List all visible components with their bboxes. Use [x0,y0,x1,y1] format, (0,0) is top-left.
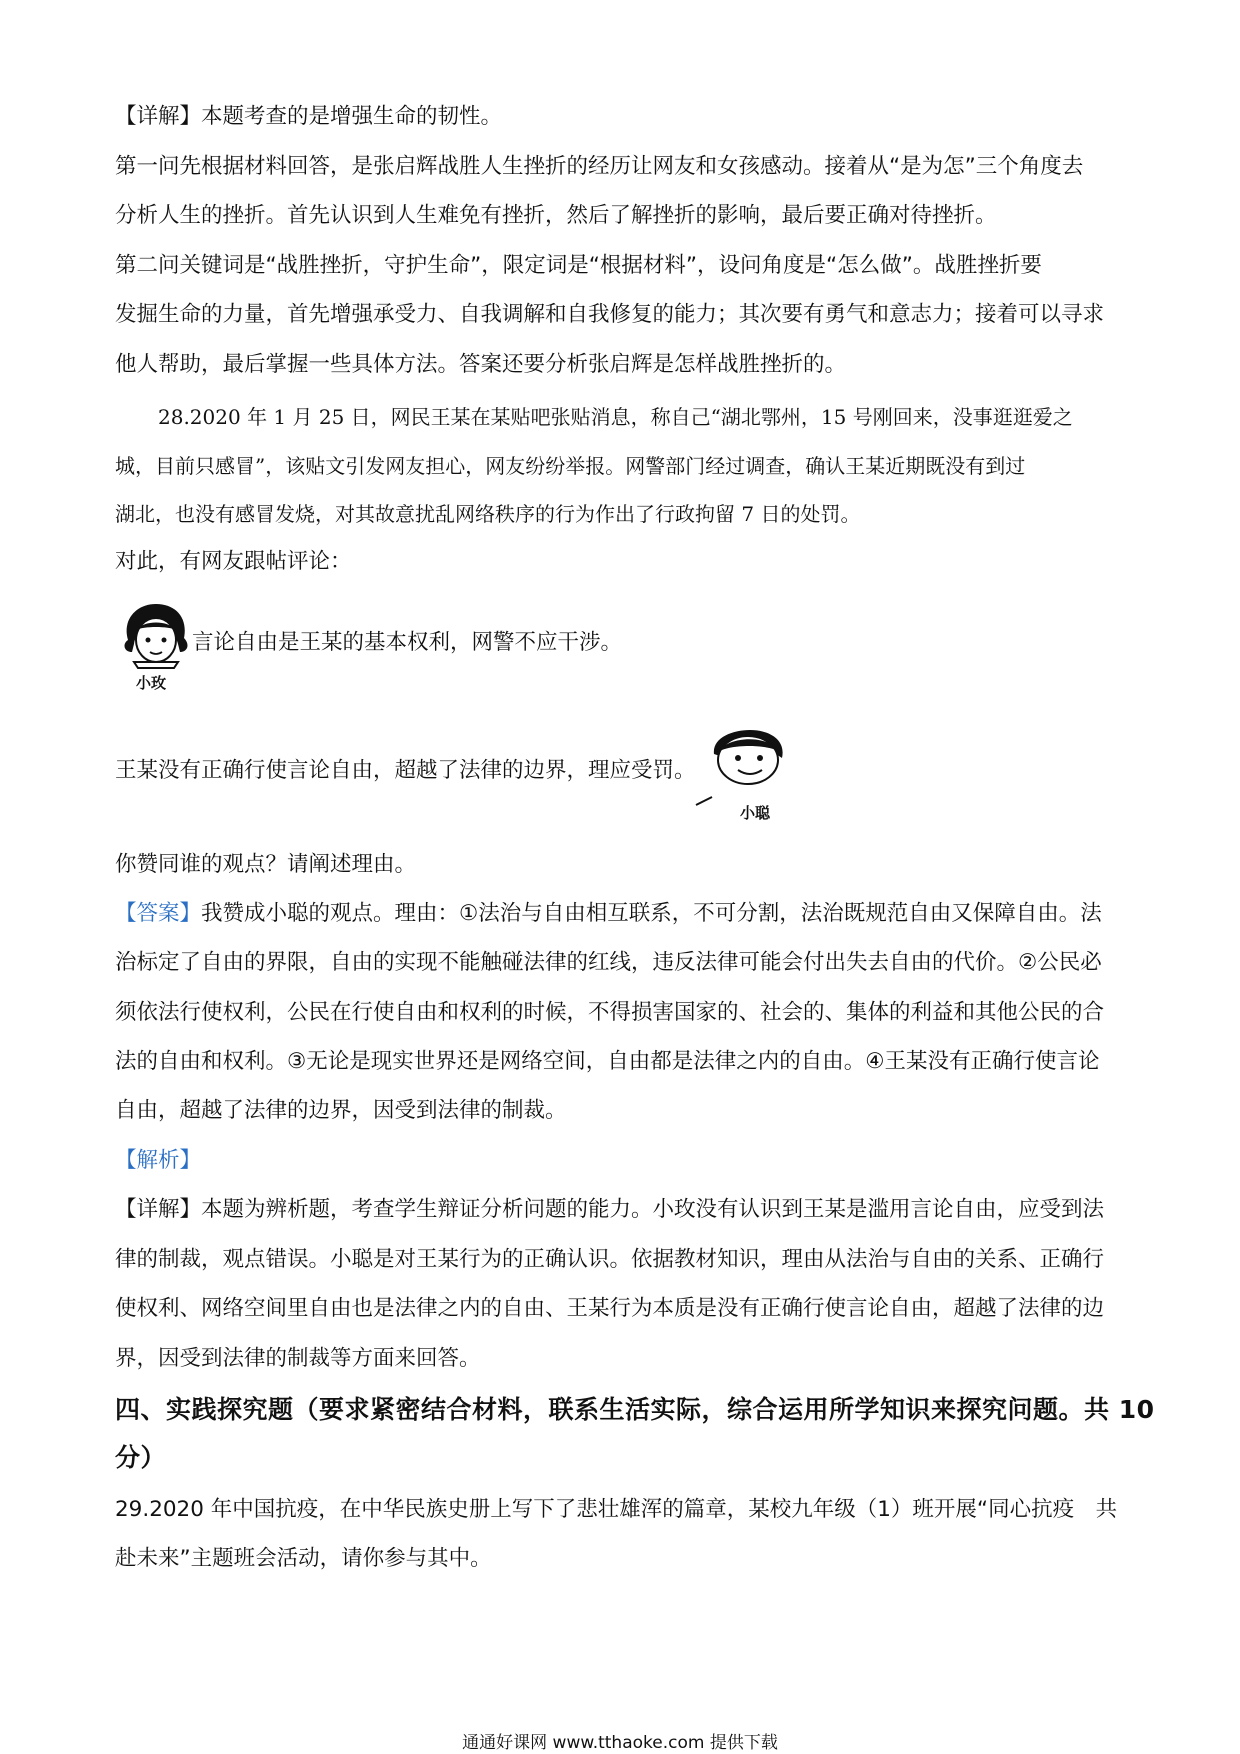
text-line: 他人帮助，最后掌握一些具体方法。答案还要分析张启辉是怎样战胜挫折的。 [115,352,847,377]
comment-xiaocong: 王某没有正确行使言论自由，超越了法律的边界，理应受罚。 [115,758,696,783]
text-line: 对此，有网友跟帖评论： [115,549,352,574]
text: 本题为辨析题，考查学生辩证分析问题的能力。小玫没有认识到王某是滥用言论自由，应受到法 [201,1197,1105,1222]
question-29-line: 赴未来”主题班会活动，请你参与其中。 [115,1546,492,1571]
detail-line: 律的制裁，观点错误。小聪是对王某行为的正确认识。依据教材知识，理由从法治与自由的关系、正确行 [115,1247,1105,1272]
speaker-xiaocong: 小聪 [740,804,771,822]
analysis-label: 【解析】 [115,1148,202,1173]
detail-label: 【详解】 [115,1197,202,1222]
page-footer: 通通好课网 www.tthaoke.com 提供下载 [462,1733,778,1753]
question-28-line: 28.2020 年 1 月 25 日，网民王某在某贴吧张贴消息，称自己“湖北鄂州，15 号刚回来，没事逛逛爱之 [158,405,1073,429]
question-28-line: 湖北，也没有感冒发烧，对其故意扰乱网络秩序的行为作出了行政拘留 7 日的处罚。 [115,502,861,526]
question-29-line: 29.2020 年中国抗疫，在中华民族史册上写下了悲壮雄浑的篇章，某校九年级（1）班开展“同心抗疫 共 [115,1497,1118,1522]
comment-xiaomei: 言论自由是王某的基本权利，网警不应干涉。 [192,630,623,655]
text: 本题考查的是增强生命的韧性。 [201,104,503,129]
detail-label: 【详解】 [115,104,202,129]
answer-label: 【答案】 [115,901,202,926]
detail-paragraph-1 [115,102,1135,132]
section-4-heading-cont: 分） [115,1443,167,1472]
text: 我赞成小聪的观点。理由：①法治与自由相互联系，不可分割，法治既规范自由又保障自由。法 [201,901,1102,926]
answer-line: 治标定了自由的界限，自由的实现不能触碰法律的红线，违反法律可能会付出失去自由的代价。②公民必 [115,950,1102,975]
text-line: 发掘生命的力量，首先增强承受力、自我调解和自我修复的能力；其次要有勇气和意志力；接着可以寻求 [115,302,1105,327]
text-line: 第一问先根据材料回答，是张启辉战胜人生挫折的经历让网友和女孩感动。接着从“是为怎”三个角度去 [115,154,1084,179]
question-28-line: 城，目前只感冒”，该贴文引发网友担心，网友纷纷举报。网警部门经过调查，确认王某近期既没有到过 [115,454,1026,478]
question-prompt: 你赞同谁的观点？请阐述理由。 [115,852,417,877]
detail-line: 界，因受到法律的制裁等方面来回答。 [115,1346,481,1371]
speaker-xiaomei: 小玫 [136,674,167,692]
section-4-heading: 四、实践探究题（要求紧密结合材料，联系生活实际，综合运用所学知识来探究问题。共 10 [115,1395,1155,1424]
answer-line-1 [115,899,1135,929]
girl-cartoon-icon [118,600,193,670]
answer-line: 自由，超越了法律的边界，因受到法律的制裁。 [115,1098,567,1123]
detail-line: 使权利、网络空间里自由也是法律之内的自由、王某行为本质是没有正确行使言论自由，超越了法律的边 [115,1296,1105,1321]
text-line: 分析人生的挫折。首先认识到人生难免有挫折，然后了解挫折的影响，最后要正确对待挫折。 [115,203,997,228]
boy-cartoon-icon [708,730,788,790]
detail-line-1 [115,1195,1135,1225]
answer-line: 法的自由和权利。③无论是现实世界还是网络空间，自由都是法律之内的自由。④王某没有正确行使言论 [115,1049,1100,1074]
speech-mark-icon [694,795,714,807]
text-line: 第二问关键词是“战胜挫折，守护生命”，限定词是“根据材料”，设问角度是“怎么做”。战胜挫折要 [115,253,1042,278]
answer-line: 须依法行使权利，公民在行使自由和权利的时候，不得损害国家的、社会的、集体的利益和其他公民的合 [115,1000,1105,1025]
